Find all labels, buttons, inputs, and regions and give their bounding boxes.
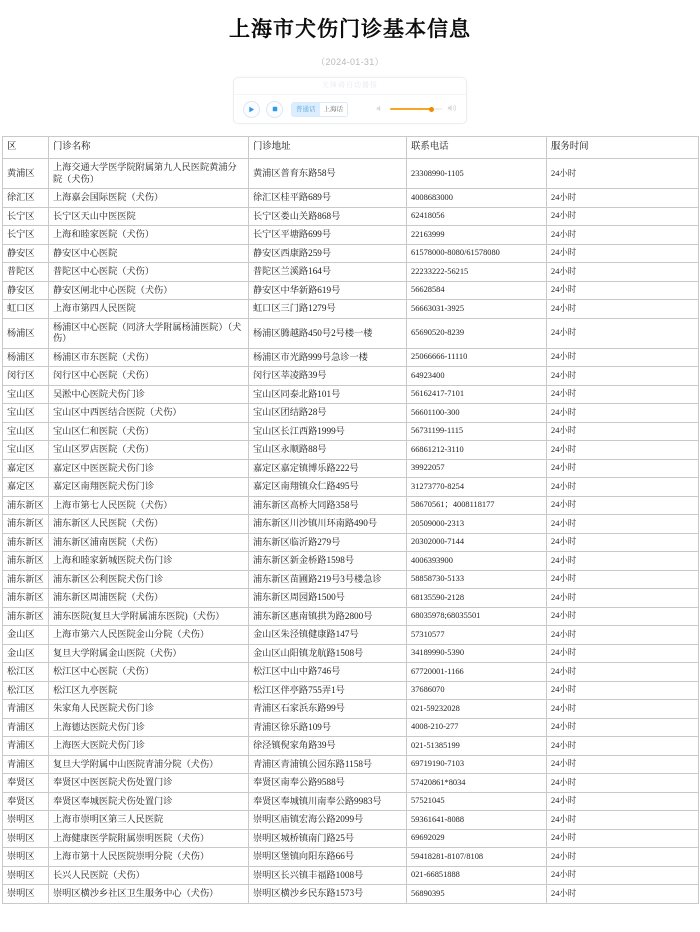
- table-row: [3, 626, 699, 645]
- cell-address: 嘉定区嘉定镇博乐路222号: [249, 459, 407, 478]
- cell-phone: 20509000-2313: [407, 515, 547, 534]
- cell-service-hours: 24小时: [547, 404, 699, 423]
- cell-phone: 56663031-3925: [407, 300, 547, 319]
- audio-marquee-text: 无障碍自动播报: [234, 78, 466, 95]
- cell-address: 闵行区莘凌路39号: [249, 367, 407, 386]
- table-row: [3, 459, 699, 478]
- cell-service-hours: 24小时: [547, 515, 699, 534]
- table-row: [3, 348, 699, 367]
- cell-address: 松江区伴亭路755弄1号: [249, 681, 407, 700]
- cell-clinic-name: 宝山区仁和医院（犬伤）: [49, 422, 249, 441]
- cell-district: 宝山区: [3, 404, 49, 423]
- volume-slider[interactable]: [390, 108, 442, 110]
- cell-phone: 64923400: [407, 367, 547, 386]
- volume-slider-fill: [390, 108, 432, 110]
- cell-phone: 69692029: [407, 829, 547, 848]
- cell-address: 浦东新区周园路1500号: [249, 589, 407, 608]
- cell-clinic-name: 奉贤区奉城医院犬伤处置门诊: [49, 792, 249, 811]
- cell-address: 青浦区青浦镇公园东路1158号: [249, 755, 407, 774]
- cell-address: 浦东新区临沂路279号: [249, 533, 407, 552]
- cell-clinic-name: 上海和睦家新城医院犬伤门诊: [49, 552, 249, 571]
- cell-phone: 58858730-5133: [407, 570, 547, 589]
- table-row: [3, 718, 699, 737]
- cell-clinic-name: 复旦大学附属金山医院（犬伤）: [49, 644, 249, 663]
- cell-service-hours: 24小时: [547, 478, 699, 497]
- cell-phone: 22163999: [407, 226, 547, 245]
- cell-clinic-name: 吴淞中心医院犬伤门诊: [49, 385, 249, 404]
- table-row: [3, 533, 699, 552]
- cell-clinic-name: 松江区九亭医院: [49, 681, 249, 700]
- cell-district: 松江区: [3, 663, 49, 682]
- cell-district: 黄浦区: [3, 159, 49, 189]
- stop-icon: [272, 106, 278, 112]
- table-row: [3, 263, 699, 282]
- cell-district: 崇明区: [3, 829, 49, 848]
- cell-clinic-name: 上海医大医院犬伤门诊: [49, 737, 249, 756]
- cell-address: 金山区山阳镇龙航路1508号: [249, 644, 407, 663]
- cell-service-hours: 24小时: [547, 700, 699, 719]
- cell-clinic-name: 上海和睦家医院（犬伤）: [49, 226, 249, 245]
- cell-service-hours: 24小时: [547, 552, 699, 571]
- cell-district: 徐汇区: [3, 189, 49, 208]
- cell-district: 崇明区: [3, 866, 49, 885]
- cell-phone: 61578000-8080/61578080: [407, 244, 547, 263]
- cell-clinic-name: 崇明区横沙乡社区卫生服务中心（犬伤）: [49, 885, 249, 904]
- cell-district: 奉贤区: [3, 792, 49, 811]
- publish-date: （2024-01-31）: [316, 57, 384, 68]
- cell-address: 宝山区永顺路88号: [249, 441, 407, 460]
- cell-address: 浦东新区川沙镇川环南路490号: [249, 515, 407, 534]
- cell-district: 嘉定区: [3, 478, 49, 497]
- cell-address: 金山区朱泾镇健康路147号: [249, 626, 407, 645]
- cell-address: 浦东新区惠南镇拱为路2800号: [249, 607, 407, 626]
- volume-mute-icon[interactable]: [376, 100, 385, 118]
- cell-clinic-name: 闵行区中心医院（犬伤）: [49, 367, 249, 386]
- cell-clinic-name: 长兴人民医院（犬伤）: [49, 866, 249, 885]
- cell-phone: 59418281-8107/8108: [407, 848, 547, 867]
- cell-clinic-name: 浦东新区周浦医院（犬伤）: [49, 589, 249, 608]
- cell-clinic-name: 上海健康医学院附属崇明医院（犬伤）: [49, 829, 249, 848]
- clinic-table: [2, 136, 699, 904]
- cell-service-hours: 24小时: [547, 281, 699, 300]
- cell-service-hours: 24小时: [547, 718, 699, 737]
- cell-service-hours: 24小时: [547, 885, 699, 904]
- table-header-row: [3, 137, 699, 159]
- cell-district: 金山区: [3, 644, 49, 663]
- cell-phone: 57310577: [407, 626, 547, 645]
- table-row: [3, 866, 699, 885]
- audio-player-controls: [234, 95, 466, 123]
- cell-district: 浦东新区: [3, 515, 49, 534]
- cell-service-hours: 24小时: [547, 207, 699, 226]
- play-icon: [248, 106, 255, 113]
- table-body: [3, 159, 699, 904]
- cell-address: 崇明区横沙乡民东路1573号: [249, 885, 407, 904]
- cell-clinic-name: 松江区中心医院（犬伤）: [49, 663, 249, 682]
- language-toggle-group: [291, 102, 348, 117]
- cell-phone: 021-59232028: [407, 700, 547, 719]
- table-row: [3, 755, 699, 774]
- cell-service-hours: 24小时: [547, 459, 699, 478]
- cell-phone: 56731199-1115: [407, 422, 547, 441]
- cell-address: 崇明区长兴镇丰福路1008号: [249, 866, 407, 885]
- cell-phone: 68035978;68035501: [407, 607, 547, 626]
- cell-address: 崇明区堡镇向阳东路66号: [249, 848, 407, 867]
- cell-address: 浦东新区高桥大同路358号: [249, 496, 407, 515]
- table-row: [3, 589, 699, 608]
- table-row: [3, 422, 699, 441]
- cell-clinic-name: 杨浦区中心医院（同济大学附属杨浦医院）（犬伤）: [49, 318, 249, 348]
- cell-phone: 58670561；4008118177: [407, 496, 547, 515]
- cell-clinic-name: 杨浦区市东医院（犬伤）: [49, 348, 249, 367]
- cell-service-hours: 24小时: [547, 663, 699, 682]
- cell-clinic-name: 上海市第六人民医院金山分院（犬伤）: [49, 626, 249, 645]
- cell-service-hours: 24小时: [547, 244, 699, 263]
- cell-district: 静安区: [3, 281, 49, 300]
- cell-phone: 22233222-56215: [407, 263, 547, 282]
- cell-service-hours: 24小时: [547, 626, 699, 645]
- cell-phone: 56162417-7101: [407, 385, 547, 404]
- cell-clinic-name: 奉贤区中医医院犬伤处置门诊: [49, 774, 249, 793]
- cell-address: 浦东新区新金桥路1598号: [249, 552, 407, 571]
- page-title: 上海市犬伤门诊基本信息: [229, 18, 471, 41]
- cell-service-hours: 24小时: [547, 774, 699, 793]
- cell-district: 虹口区: [3, 300, 49, 319]
- play-button[interactable]: [243, 101, 260, 118]
- cell-clinic-name: 浦东新区人民医院（犬伤）: [49, 515, 249, 534]
- table-row: [3, 681, 699, 700]
- cell-service-hours: 24小时: [547, 848, 699, 867]
- cell-phone: 56601100-300: [407, 404, 547, 423]
- cell-phone: 37686070: [407, 681, 547, 700]
- cell-district: 奉贤区: [3, 774, 49, 793]
- cell-district: 青浦区: [3, 755, 49, 774]
- cell-phone: 021-66851888: [407, 866, 547, 885]
- cell-district: 闵行区: [3, 367, 49, 386]
- cell-address: 长宁区平塘路699号: [249, 226, 407, 245]
- cell-district: 崇明区: [3, 811, 49, 830]
- cell-district: 宝山区: [3, 422, 49, 441]
- cell-address: 静安区中华新路619号: [249, 281, 407, 300]
- cell-phone: 20302000-7144: [407, 533, 547, 552]
- cell-address: 奉贤区奉城镇川南奉公路9983号: [249, 792, 407, 811]
- table-row: [3, 385, 699, 404]
- cell-clinic-name: 普陀区中心医院（犬伤）: [49, 263, 249, 282]
- cell-clinic-name: 静安区中心医院: [49, 244, 249, 263]
- table-row: [3, 441, 699, 460]
- cell-clinic-name: 上海嘉会国际医院（犬伤）: [49, 189, 249, 208]
- cell-phone: 67720001-1166: [407, 663, 547, 682]
- table-row: [3, 792, 699, 811]
- cell-service-hours: 24小时: [547, 533, 699, 552]
- table-row: [3, 281, 699, 300]
- table-row: [3, 159, 699, 189]
- stop-button[interactable]: [266, 101, 283, 118]
- cell-clinic-name: 嘉定区南翔医院犬伤门诊: [49, 478, 249, 497]
- cell-district: 青浦区: [3, 718, 49, 737]
- table-row: [3, 885, 699, 904]
- table-row: [3, 478, 699, 497]
- cell-clinic-name: 上海市崇明区第三人民医院: [49, 811, 249, 830]
- cell-clinic-name: 上海德达医院犬伤门诊: [49, 718, 249, 737]
- cell-address: 崇明区城桥镇南门路25号: [249, 829, 407, 848]
- cell-district: 浦东新区: [3, 533, 49, 552]
- cell-clinic-name: 朱家角人民医院犬伤门诊: [49, 700, 249, 719]
- cell-phone: 56628584: [407, 281, 547, 300]
- table-row: [3, 552, 699, 571]
- column-header-district: 区: [3, 137, 49, 159]
- table-header: [3, 137, 699, 159]
- cell-address: 奉贤区南奉公路9588号: [249, 774, 407, 793]
- cell-address: 崇明区庙镇宏海公路2099号: [249, 811, 407, 830]
- cell-phone: 62418056: [407, 207, 547, 226]
- cell-service-hours: 24小时: [547, 811, 699, 830]
- cell-service-hours: 24小时: [547, 318, 699, 348]
- table-row: [3, 300, 699, 319]
- cell-service-hours: 24小时: [547, 755, 699, 774]
- table-row: [3, 700, 699, 719]
- cell-service-hours: 24小时: [547, 589, 699, 608]
- cell-service-hours: 24小时: [547, 263, 699, 282]
- table-row: [3, 189, 699, 208]
- cell-district: 宝山区: [3, 441, 49, 460]
- cell-service-hours: 24小时: [547, 644, 699, 663]
- cell-clinic-name: 宝山区罗店医院（犬伤）: [49, 441, 249, 460]
- cell-phone: 59361641-8088: [407, 811, 547, 830]
- cell-clinic-name: 上海交通大学医学院附属第九人民医院黄浦分院（犬伤）: [49, 159, 249, 189]
- cell-address: 青浦区徐乐路109号: [249, 718, 407, 737]
- cell-address: 虹口区三门路1279号: [249, 300, 407, 319]
- cell-service-hours: 24小时: [547, 737, 699, 756]
- cell-address: 杨浦区腾越路450号2号楼一楼: [249, 318, 407, 348]
- table-row: [3, 829, 699, 848]
- cell-phone: 69719190-7103: [407, 755, 547, 774]
- cell-phone: 4008-210-277: [407, 718, 547, 737]
- column-header-service-hours: 服务时间: [547, 137, 699, 159]
- cell-district: 金山区: [3, 626, 49, 645]
- cell-phone: 31273770-8254: [407, 478, 547, 497]
- clinic-table-container: [0, 136, 700, 904]
- cell-address: 嘉定区南翔镇众仁路495号: [249, 478, 407, 497]
- cell-district: 静安区: [3, 244, 49, 263]
- cell-district: 杨浦区: [3, 318, 49, 348]
- cell-service-hours: 24小时: [547, 607, 699, 626]
- cell-phone: 25066666-11110: [407, 348, 547, 367]
- table-row: [3, 404, 699, 423]
- cell-address: 浦东新区苗圃路219号3号楼急诊: [249, 570, 407, 589]
- cell-district: 浦东新区: [3, 589, 49, 608]
- cell-address: 普陀区兰溪路164号: [249, 263, 407, 282]
- column-header-address: 门诊地址: [249, 137, 407, 159]
- cell-service-hours: 24小时: [547, 300, 699, 319]
- cell-district: 浦东新区: [3, 496, 49, 515]
- cell-clinic-name: 上海市第四人民医院: [49, 300, 249, 319]
- cell-phone: 57521045: [407, 792, 547, 811]
- table-row: [3, 515, 699, 534]
- cell-district: 普陀区: [3, 263, 49, 282]
- table-row: [3, 207, 699, 226]
- cell-service-hours: 24小时: [547, 829, 699, 848]
- cell-phone: 65690520-8239: [407, 318, 547, 348]
- cell-service-hours: 24小时: [547, 441, 699, 460]
- cell-district: 青浦区: [3, 700, 49, 719]
- table-row: [3, 848, 699, 867]
- cell-address: 长宁区娄山关路868号: [249, 207, 407, 226]
- cell-district: 青浦区: [3, 737, 49, 756]
- column-header-clinic-name: 门诊名称: [49, 137, 249, 159]
- table-row: [3, 226, 699, 245]
- cell-clinic-name: 长宁区天山中医医院: [49, 207, 249, 226]
- volume-slider-knob[interactable]: [429, 107, 434, 112]
- cell-clinic-name: 浦东新区公利医院犬伤门诊: [49, 570, 249, 589]
- cell-phone: 66861212-3110: [407, 441, 547, 460]
- table-row: [3, 644, 699, 663]
- cell-service-hours: 24小时: [547, 348, 699, 367]
- table-row: [3, 737, 699, 756]
- cell-clinic-name: 浦东医院(复旦大学附属浦东医院)（犬伤）: [49, 607, 249, 626]
- cell-clinic-name: 宝山区中西医结合医院（犬伤）: [49, 404, 249, 423]
- cell-service-hours: 24小时: [547, 866, 699, 885]
- cell-phone: 23308990-1105: [407, 159, 547, 189]
- cell-phone: 57420861*8034: [407, 774, 547, 793]
- cell-service-hours: 24小时: [547, 496, 699, 515]
- table-row: [3, 811, 699, 830]
- cell-clinic-name: 复旦大学附属中山医院青浦分院（犬伤）: [49, 755, 249, 774]
- cell-address: 松江区中山中路746号: [249, 663, 407, 682]
- cell-district: 浦东新区: [3, 607, 49, 626]
- cell-service-hours: 24小时: [547, 367, 699, 386]
- cell-district: 长宁区: [3, 207, 49, 226]
- cell-service-hours: 24小时: [547, 792, 699, 811]
- cell-district: 崇明区: [3, 885, 49, 904]
- cell-phone: 021-51385199: [407, 737, 547, 756]
- cell-service-hours: 24小时: [547, 681, 699, 700]
- table-row: [3, 774, 699, 793]
- cell-service-hours: 24小时: [547, 385, 699, 404]
- cell-address: 宝山区长江西路1999号: [249, 422, 407, 441]
- table-row: [3, 244, 699, 263]
- cell-address: 青浦区石家浜东路99号: [249, 700, 407, 719]
- language-mandarin-button[interactable]: 普通话: [292, 103, 320, 116]
- page-header: [0, 0, 700, 68]
- cell-service-hours: 24小时: [547, 189, 699, 208]
- table-row: [3, 318, 699, 348]
- table-row: [3, 570, 699, 589]
- cell-service-hours: 24小时: [547, 570, 699, 589]
- cell-address: 宝山区同泰北路101号: [249, 385, 407, 404]
- table-row: [3, 663, 699, 682]
- cell-service-hours: 24小时: [547, 226, 699, 245]
- cell-district: 浦东新区: [3, 570, 49, 589]
- cell-address: 徐汇区桂平路689号: [249, 189, 407, 208]
- cell-phone: 4008683000: [407, 189, 547, 208]
- table-row: [3, 496, 699, 515]
- cell-phone: 68135590-2128: [407, 589, 547, 608]
- cell-clinic-name: 嘉定区中医医院犬伤门诊: [49, 459, 249, 478]
- cell-clinic-name: 上海市第十人民医院崇明分院（犬伤）: [49, 848, 249, 867]
- table-row: [3, 367, 699, 386]
- cell-address: 宝山区团结路28号: [249, 404, 407, 423]
- language-shanghainese-button[interactable]: 上海话: [320, 103, 348, 116]
- cell-address: 徐泾镇倪家角路39号: [249, 737, 407, 756]
- column-header-phone: 联系电话: [407, 137, 547, 159]
- cell-service-hours: 24小时: [547, 159, 699, 189]
- cell-district: 长宁区: [3, 226, 49, 245]
- cell-address: 静安区西康路259号: [249, 244, 407, 263]
- cell-clinic-name: 静安区闸北中心医院（犬伤）: [49, 281, 249, 300]
- cell-phone: 56890395: [407, 885, 547, 904]
- cell-district: 浦东新区: [3, 552, 49, 571]
- volume-up-icon[interactable]: [447, 100, 457, 118]
- cell-address: 杨浦区市光路999号急诊一楼: [249, 348, 407, 367]
- cell-clinic-name: 上海市第七人民医院（犬伤）: [49, 496, 249, 515]
- cell-service-hours: 24小时: [547, 422, 699, 441]
- cell-phone: 39922057: [407, 459, 547, 478]
- cell-phone: 34189990-5390: [407, 644, 547, 663]
- cell-district: 嘉定区: [3, 459, 49, 478]
- table-row: [3, 607, 699, 626]
- audio-player: [233, 77, 467, 124]
- cell-district: 宝山区: [3, 385, 49, 404]
- cell-district: 杨浦区: [3, 348, 49, 367]
- cell-district: 松江区: [3, 681, 49, 700]
- volume-control: [376, 100, 457, 118]
- cell-phone: 4006393900: [407, 552, 547, 571]
- cell-district: 崇明区: [3, 848, 49, 867]
- cell-address: 黄浦区普育东路58号: [249, 159, 407, 189]
- cell-clinic-name: 浦东新区浦南医院（犬伤）: [49, 533, 249, 552]
